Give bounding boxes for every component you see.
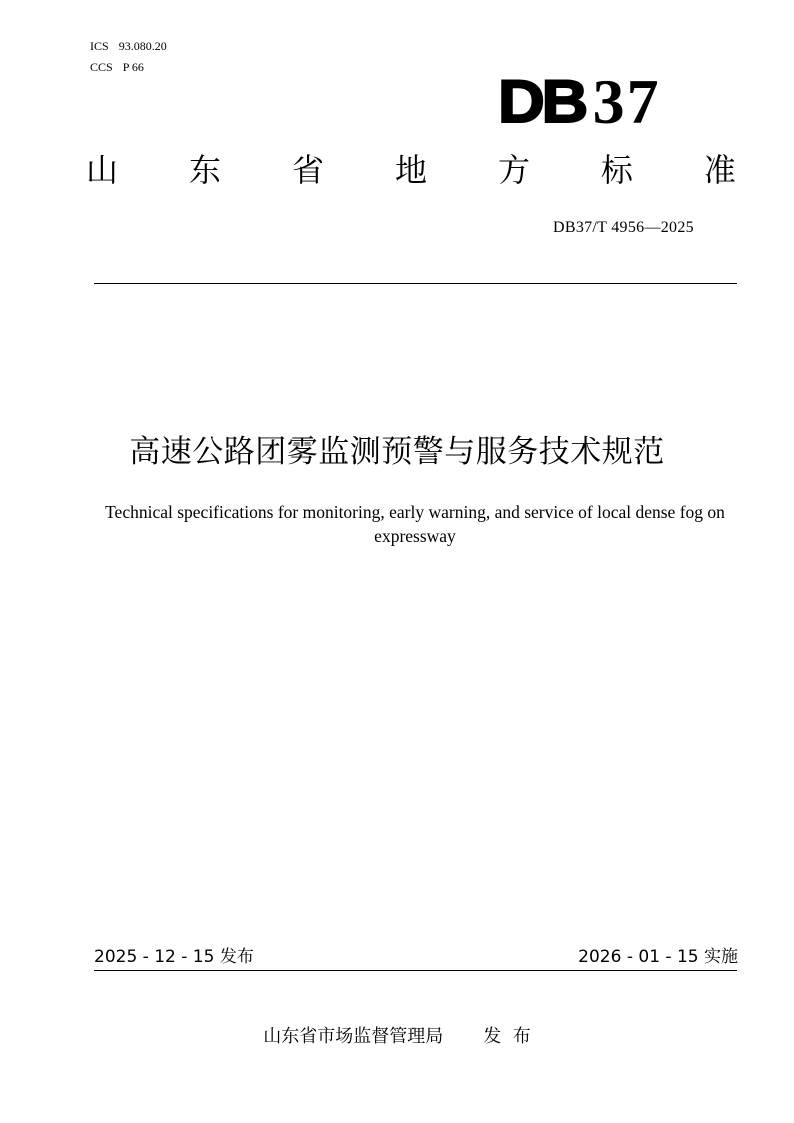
- title-english: Technical specifications for monitoring, early warning, and service of local dense fog on expressway: [105, 502, 725, 546]
- standard-type-char: 准: [703, 151, 736, 189]
- ccs-label: CCS: [90, 60, 113, 74]
- ics-code: 93.080.20: [118, 39, 167, 53]
- standard-type-char: 地: [394, 151, 427, 189]
- ccs-classification: [90, 59, 154, 75]
- standard-type-heading: [86, 148, 736, 192]
- standard-type-char: 方: [497, 151, 530, 189]
- db37-logo: [498, 66, 661, 137]
- standard-number: DB37/T 4956—2025: [553, 219, 694, 236]
- top-divider: [94, 283, 737, 284]
- logo-number: 37: [592, 66, 661, 137]
- issuer-name: 山东省市场监督管理局: [263, 1026, 444, 1047]
- standard-type-char: 山: [86, 151, 119, 189]
- title-chinese: 高速公路团雾监测预警与服务技术规范: [129, 434, 665, 470]
- publish-date: 2025 - 12 - 15 发布: [94, 947, 254, 967]
- ccs-code: P 66: [122, 60, 144, 74]
- ics-classification: [90, 38, 177, 54]
- standard-type-char: 标: [600, 151, 633, 189]
- ics-label: ICS: [90, 39, 109, 53]
- standard-type-char: 省: [291, 151, 324, 189]
- issuer-line: [0, 1024, 794, 1050]
- bottom-divider: [94, 970, 737, 971]
- logo-prefix: DB: [498, 68, 586, 135]
- issuer-action: 发 布: [483, 1026, 531, 1047]
- standard-type-char: 东: [188, 151, 221, 189]
- implementation-date: 2026 - 01 - 15 实施: [578, 947, 738, 967]
